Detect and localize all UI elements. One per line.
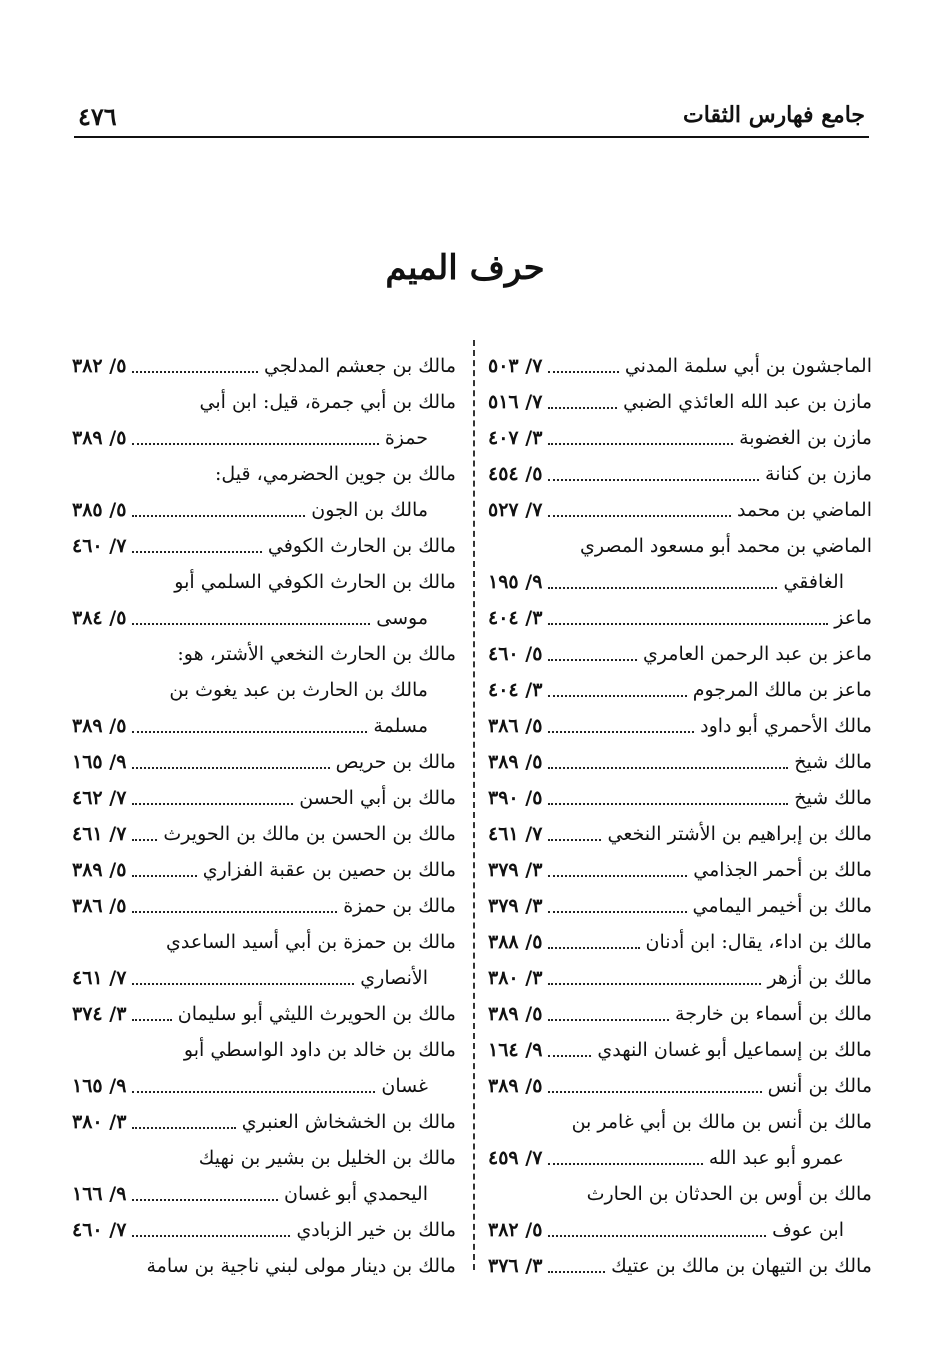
entry-reference: ٥/ ٣٨٢ [488, 1219, 543, 1241]
entry-name: ماعز [834, 607, 872, 629]
index-entry [488, 600, 872, 636]
entry-name: مالك بن إبراهيم بن الأشتر النخعي [607, 823, 872, 845]
dot-leader [548, 947, 639, 949]
entry-name: غسان [381, 1075, 428, 1097]
index-entry [72, 600, 456, 636]
entry-reference: ٧/ ٤٥٩ [488, 1147, 543, 1169]
entry-reference: ٥/ ٤٦٠ [488, 643, 543, 665]
entry-name: مالك بن خالد بن داود الواسطي أبو [183, 1039, 456, 1061]
book-title: جامع فهارس الثقات [683, 102, 865, 128]
entry-reference: ٣/ ٤٠٧ [488, 427, 543, 449]
index-entry [72, 1140, 456, 1176]
entry-name: مالك بن أزهر [767, 967, 872, 989]
entry-reference: ٥/ ٣٨٤ [72, 607, 127, 629]
dot-leader [548, 875, 687, 877]
index-entry [72, 1176, 456, 1212]
entry-name: مالك بن خير الزبادي [296, 1219, 456, 1241]
index-entry [488, 1176, 872, 1212]
entry-reference: ٧/ ٥٠٣ [488, 355, 543, 377]
entry-name: مالك بن حمزة [343, 895, 456, 917]
entry-name: مالك بن حمزة بن أبي أسيد الساعدي [166, 931, 456, 953]
entry-name: مالك الأحمري أبو داود [700, 715, 872, 737]
dot-leader [548, 767, 788, 769]
entry-reference: ٥/ ٣٨٩ [488, 1075, 543, 1097]
index-entry [72, 780, 456, 816]
dot-leader [548, 515, 731, 517]
dot-leader [548, 731, 694, 733]
entry-name: ماعز بن مالك المرجوم [692, 679, 872, 701]
entry-name: مالك بن اداء، يقال: ابن أدنان [645, 931, 872, 953]
index-entry [488, 924, 872, 960]
dot-leader [132, 731, 367, 733]
entry-reference: ٧/ ٤٦٠ [72, 535, 127, 557]
dot-leader [548, 623, 828, 625]
column-divider [473, 340, 475, 1270]
entry-reference: ٩/ ١٦٥ [72, 1075, 127, 1097]
index-entry [488, 852, 872, 888]
index-entry [488, 708, 872, 744]
dot-leader [132, 803, 293, 805]
page-number: ٤٧٦ [78, 102, 117, 131]
entry-reference: ٩/ ١٩٥ [488, 571, 543, 593]
dot-leader [132, 1199, 278, 1201]
entry-reference: ٥/ ٣٨٥ [72, 499, 127, 521]
entry-reference: ٧/ ٤٦٢ [72, 787, 127, 809]
dot-leader [132, 1019, 171, 1021]
dot-leader [548, 659, 637, 661]
index-entry [488, 744, 872, 780]
entry-reference: ٣/ ٣٧٩ [488, 859, 543, 881]
entry-name: مازن بن كنانة [765, 463, 872, 485]
entry-name: مالك بن أنس [767, 1075, 872, 1097]
index-entry [488, 564, 872, 600]
index-entry [488, 1248, 872, 1284]
entry-reference: ٥/ ٣٨٨ [488, 931, 543, 953]
entry-name: مالك بن أحمر الجذامي [693, 859, 872, 881]
index-entry [488, 1140, 872, 1176]
entry-reference: ٩/ ١٦٦ [72, 1183, 127, 1205]
dot-leader [132, 839, 157, 841]
entry-reference: ٣/ ٣٧٩ [488, 895, 543, 917]
index-entry [72, 528, 456, 564]
entry-name: الغافقي [783, 571, 844, 593]
index-column-right [488, 348, 872, 1284]
entry-name: مالك بن أبي جمرة، قيل: ابن أبي [199, 391, 456, 413]
dot-leader [132, 1127, 235, 1129]
dot-leader [548, 479, 759, 481]
index-entry [72, 924, 456, 960]
entry-reference: ٥/ ٣٨٩ [72, 859, 127, 881]
index-entry [72, 636, 456, 672]
index-column-left [72, 348, 456, 1284]
index-entry [72, 960, 456, 996]
dot-leader [548, 1163, 703, 1165]
index-entry [72, 564, 456, 600]
dot-leader [132, 1091, 375, 1093]
dot-leader [548, 1235, 766, 1237]
entry-reference: ٩/ ١٦٤ [488, 1039, 543, 1061]
index-entry [72, 888, 456, 924]
entry-name: مالك بن الخليل بن بشير بن نهيك [198, 1147, 456, 1169]
index-entry [488, 1068, 872, 1104]
page-header [74, 100, 869, 138]
index-entry [72, 384, 456, 420]
index-entry [488, 888, 872, 924]
dot-leader [132, 623, 370, 625]
entry-reference: ٣/ ٣٨٠ [488, 967, 543, 989]
entry-reference: ٥/ ٣٨٢ [72, 355, 127, 377]
entry-name: ابن عوف [772, 1219, 844, 1241]
entry-name: مالك بن أسماء بن خارجة [675, 1003, 872, 1025]
entry-name: مالك بن الحارث النخعي الأشتر، هو: [177, 643, 456, 665]
index-entry [488, 636, 872, 672]
dot-leader [132, 911, 337, 913]
entry-reference: ٩/ ١٦٥ [72, 751, 127, 773]
entry-reference: ٣/ ٤٠٤ [488, 679, 543, 701]
entry-reference: ٧/ ٤٦١ [72, 823, 127, 845]
index-entry [488, 1212, 872, 1248]
entry-name: مالك بن حريص [335, 751, 456, 773]
dot-leader [548, 587, 777, 589]
entry-name: مالك بن أخيمر اليمامي [692, 895, 872, 917]
entry-name: مسلمة [373, 715, 428, 737]
entry-reference: ٥/ ٣٨٩ [72, 427, 127, 449]
section-title: حرف الميم [385, 248, 545, 288]
dot-leader [132, 983, 354, 985]
entry-reference: ٣/ ٣٧٤ [72, 1003, 127, 1025]
index-entry [488, 492, 872, 528]
entry-name: مالك بن إسماعيل أبو غسان النهدي [597, 1039, 872, 1061]
index-entry [488, 996, 872, 1032]
entry-name: مالك بن الحارث الكوفي [267, 535, 456, 557]
entry-reference: ٥/ ٣٨٦ [488, 715, 543, 737]
index-entry [72, 1068, 456, 1104]
dot-leader [548, 1271, 605, 1273]
dot-leader [132, 1235, 290, 1237]
entry-name: مالك بن التيهان بن مالك بن عتيك [611, 1255, 872, 1277]
entry-reference: ٧/ ٤٦٠ [72, 1219, 127, 1241]
index-entry [488, 672, 872, 708]
entry-name: مازن بن الغضوبة [739, 427, 872, 449]
index-entry [72, 1032, 456, 1068]
index-entry [488, 420, 872, 456]
entry-name: مازن بن عبد الله العائذي الضبي [623, 391, 872, 413]
entry-name: موسى [376, 607, 428, 629]
entry-name: حمزة [384, 427, 428, 449]
entry-reference: ٥/ ٣٨٩ [72, 715, 127, 737]
index-entry [72, 672, 456, 708]
entry-name: مالك بن الحارث بن عبد يغوث بن [169, 679, 428, 701]
index-entry [488, 1104, 872, 1140]
index-entry [72, 456, 456, 492]
index-entry [72, 1212, 456, 1248]
dot-leader [548, 803, 788, 805]
entry-name: مالك شيخ [794, 787, 872, 809]
entry-name: مالك بن حصين بن عقبة الفزاري [202, 859, 456, 881]
dot-leader [548, 371, 618, 373]
index-entry [488, 456, 872, 492]
index-entry [72, 1104, 456, 1140]
dot-leader [132, 515, 305, 517]
dot-leader [548, 1055, 591, 1057]
dot-leader [548, 1091, 761, 1093]
index-entry [488, 960, 872, 996]
dot-leader [132, 551, 261, 553]
index-entry [488, 528, 872, 564]
index-entry [488, 1032, 872, 1068]
entry-reference: ٣/ ٣٨٠ [72, 1111, 127, 1133]
entry-name: مالك بن الخشخاش العنبري [241, 1111, 456, 1133]
entry-name: الماجشون بن أبي سلمة المدني [624, 355, 872, 377]
index-entry [72, 744, 456, 780]
entry-name: اليحمدي أبو غسان [284, 1183, 428, 1205]
dot-leader [548, 407, 617, 409]
dot-leader [548, 695, 686, 697]
entry-reference: ٣/ ٣٧٦ [488, 1255, 543, 1277]
index-entry [72, 1248, 456, 1284]
dot-leader [548, 839, 601, 841]
entry-reference: ٧/ ٤٦١ [72, 967, 127, 989]
entry-name: الماضي بن محمد [736, 499, 872, 521]
index-entry [72, 852, 456, 888]
entry-reference: ٥/ ٣٨٦ [72, 895, 127, 917]
index-entry [72, 492, 456, 528]
dot-leader [548, 443, 733, 445]
dot-leader [132, 443, 378, 445]
entry-reference: ٧/ ٤٦١ [488, 823, 543, 845]
index-entry [72, 996, 456, 1032]
entry-name: مالك بن جعشم المدلجي [263, 355, 456, 377]
entry-name: مالك بن أوس بن الحدثان بن الحارث [586, 1183, 872, 1205]
entry-reference: ٥/ ٣٨٩ [488, 1003, 543, 1025]
entry-reference: ٥/ ٣٩٠ [488, 787, 543, 809]
dot-leader [132, 875, 196, 877]
entry-name: مالك بن دينار مولى لبني ناجية بن سامة [146, 1255, 456, 1277]
entry-name: عمرو أبو عبد الله [708, 1147, 844, 1169]
index-entry [488, 780, 872, 816]
entry-name: مالك بن جوين الحضرمي، قيل: [214, 463, 456, 485]
entry-name: مالك بن الحسن بن مالك بن الحويرث [163, 823, 456, 845]
entry-reference: ٥/ ٤٥٤ [488, 463, 543, 485]
dot-leader [132, 767, 329, 769]
dot-leader [548, 983, 761, 985]
entry-name: ماعز بن عبد الرحمن العامري [642, 643, 872, 665]
entry-name: مالك شيخ [794, 751, 872, 773]
index-entry [72, 708, 456, 744]
index-entry [488, 348, 872, 384]
index-entry [72, 816, 456, 852]
entry-name: مالك بن الحارث الكوفي السلمي أبو [174, 571, 456, 593]
dot-leader [548, 1019, 669, 1021]
entry-reference: ٣/ ٤٠٤ [488, 607, 543, 629]
entry-reference: ٥/ ٣٨٩ [488, 751, 543, 773]
dot-leader [548, 911, 686, 913]
dot-leader [132, 371, 258, 373]
index-entry [488, 384, 872, 420]
entry-name: مالك بن أنس بن مالك بن أبي غامر بن [571, 1111, 872, 1133]
index-entry [72, 420, 456, 456]
entry-reference: ٧/ ٥٢٧ [488, 499, 543, 521]
entry-reference: ٧/ ٥١٦ [488, 391, 543, 413]
entry-name: مالك بن الحويرث الليثي أبو سليمان [177, 1003, 456, 1025]
entry-name: مالك بن أبي الحسن [299, 787, 456, 809]
index-entry [488, 816, 872, 852]
entry-name: الأنصاري [360, 967, 428, 989]
entry-name: الماضي بن محمد أبو مسعود المصري [580, 535, 872, 557]
entry-name: مالك بن الجون [311, 499, 428, 521]
index-entry [72, 348, 456, 384]
